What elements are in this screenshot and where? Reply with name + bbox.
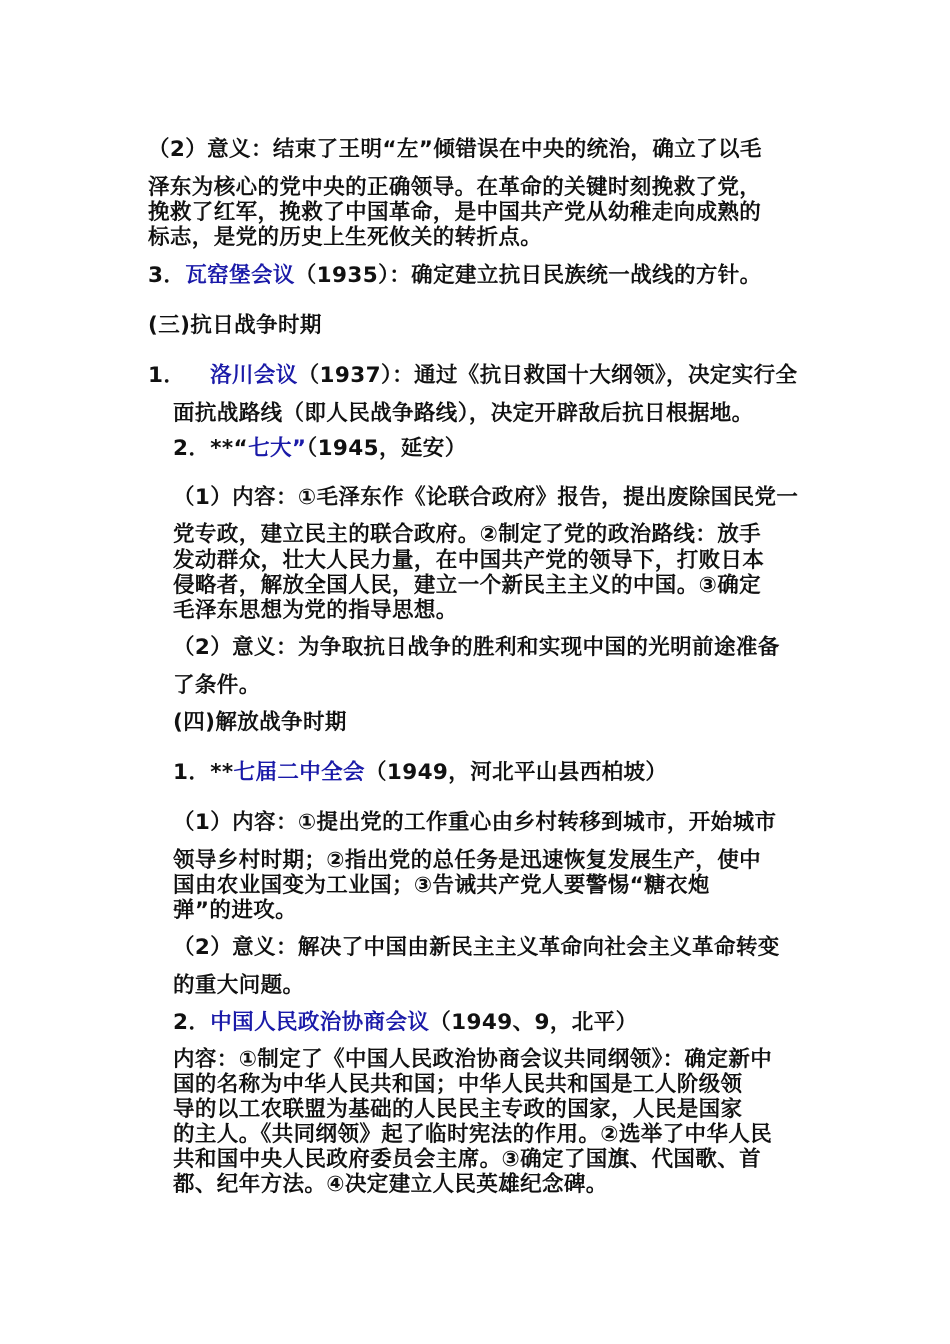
cppcc-content-line-2: 国的名称为中华人民共和国；中华人民共和国是工人阶级领 xyxy=(173,1072,743,1097)
meeting-link-second-plenary[interactable]: 七届二中全会 xyxy=(233,760,365,785)
meeting-link-wayaobao[interactable]: 瓦窑堡会议 xyxy=(185,263,295,288)
list-item-text: （1949，河北平山县西柏坡） xyxy=(364,760,668,785)
plenary-content-line-1: （1）内容：①提出党的工作重心由乡村转移到城市，开始城市 xyxy=(173,810,777,835)
plenary-content-line-2: 领导乡村时期；②指出党的总任务是迅速恢复发展生产，使中 xyxy=(173,848,762,873)
plenary-significance-line-2: 的重大问题。 xyxy=(173,973,305,998)
meeting-link-cppcc[interactable]: 中国人民政治协商会议 xyxy=(210,1010,430,1035)
cppcc-content-line-3: 导的以工农联盟为基础的人民民主专政的国家，人民是国家 xyxy=(173,1097,743,1122)
list-number: 3． xyxy=(148,263,186,288)
cppcc-content-line-1: 内容：①制定了《中国人民政治协商会议共同纲领》：确定新中 xyxy=(173,1047,773,1072)
seventh-content-line-1: （1）内容：①毛泽东作《论联合政府》报告，提出废除国民党一 xyxy=(173,485,799,510)
plenary-significance-line-1: （2）意义：解决了中国由新民主主义革命向社会主义革命转变 xyxy=(173,935,780,960)
significance-paragraph-line-2: 泽东为核心的党中央的正确领导。在革命的关键时刻挽救了党， xyxy=(148,175,762,200)
seventh-content-line-3: 发动群众，壮大人民力量，在中国共产党的领导下，打败日本 xyxy=(173,548,765,573)
plenary-content-line-4: 弹”的进攻。 xyxy=(173,898,298,923)
list-item-wayaobao xyxy=(148,263,762,289)
meeting-link-seventh-congress[interactable]: 七大” xyxy=(248,436,307,461)
section-heading-anti-japanese-war: (三)抗日战争时期 xyxy=(148,313,322,338)
seventh-content-line-4: 侵略者，解放全国人民，建立一个新民主主义的中国。③确定 xyxy=(173,573,762,598)
list-item-text: （1949、9，北平） xyxy=(429,1010,638,1035)
significance-paragraph-line-3: 挽救了红军，挽救了中国革命，是中国共产党从幼稚走向成熟的 xyxy=(148,200,762,225)
section-heading-liberation-war: (四)解放战争时期 xyxy=(173,710,347,735)
luochuan-line-2: 面抗战路线（即人民战争路线），决定开辟敌后抗日根据地。 xyxy=(173,401,754,426)
list-item-text: （1935）：确定建立抗日民族统一战线的方针。 xyxy=(294,263,762,288)
significance-paragraph-line-1: （2）意义：结束了王明“左”倾错误在中央的统治，确立了以毛 xyxy=(148,137,762,162)
plenary-content-line-3: 国由农业国变为工业国；③告诫共产党人要警惕“糖衣炮 xyxy=(173,873,710,898)
cppcc-content-line-6: 都、纪年方法。④决定建立人民英雄纪念碑。 xyxy=(173,1172,608,1197)
significance-paragraph-line-4: 标志，是党的历史上生死攸关的转折点。 xyxy=(148,225,543,250)
list-item-second-plenary xyxy=(173,760,667,786)
seventh-content-line-5: 毛泽东思想为党的指导思想。 xyxy=(173,598,458,623)
meeting-link-luochuan[interactable]: 洛川会议 xyxy=(210,363,298,388)
list-item-cppcc xyxy=(173,1010,637,1036)
list-number: 2． xyxy=(173,1010,211,1035)
cppcc-content-line-5: 共和国中央人民政府委员会主席。③确定了国旗、代国歌、首 xyxy=(173,1147,762,1172)
list-number: 1． xyxy=(148,363,186,388)
list-item-luochuan xyxy=(148,363,797,389)
list-item-text: （1937）：通过《抗日救国十大纲领》，决定实行全 xyxy=(297,363,798,388)
list-number: 1．** xyxy=(173,760,234,785)
list-item-text: （1945，延安） xyxy=(306,436,467,461)
list-number: 2．**“ xyxy=(173,436,249,461)
seventh-significance-line-2: 了条件。 xyxy=(173,673,261,698)
list-item-seventh-congress xyxy=(173,436,467,462)
cppcc-content-line-4: 的主人。《共同纲领》起了临时宪法的作用。②选举了中华人民 xyxy=(173,1122,773,1147)
seventh-significance-line-1: （2）意义：为争取抗日战争的胜利和实现中国的光明前途准备 xyxy=(173,635,780,660)
seventh-content-line-2: 党专政，建立民主的联合政府。②制定了党的政治路线：放手 xyxy=(173,522,762,547)
